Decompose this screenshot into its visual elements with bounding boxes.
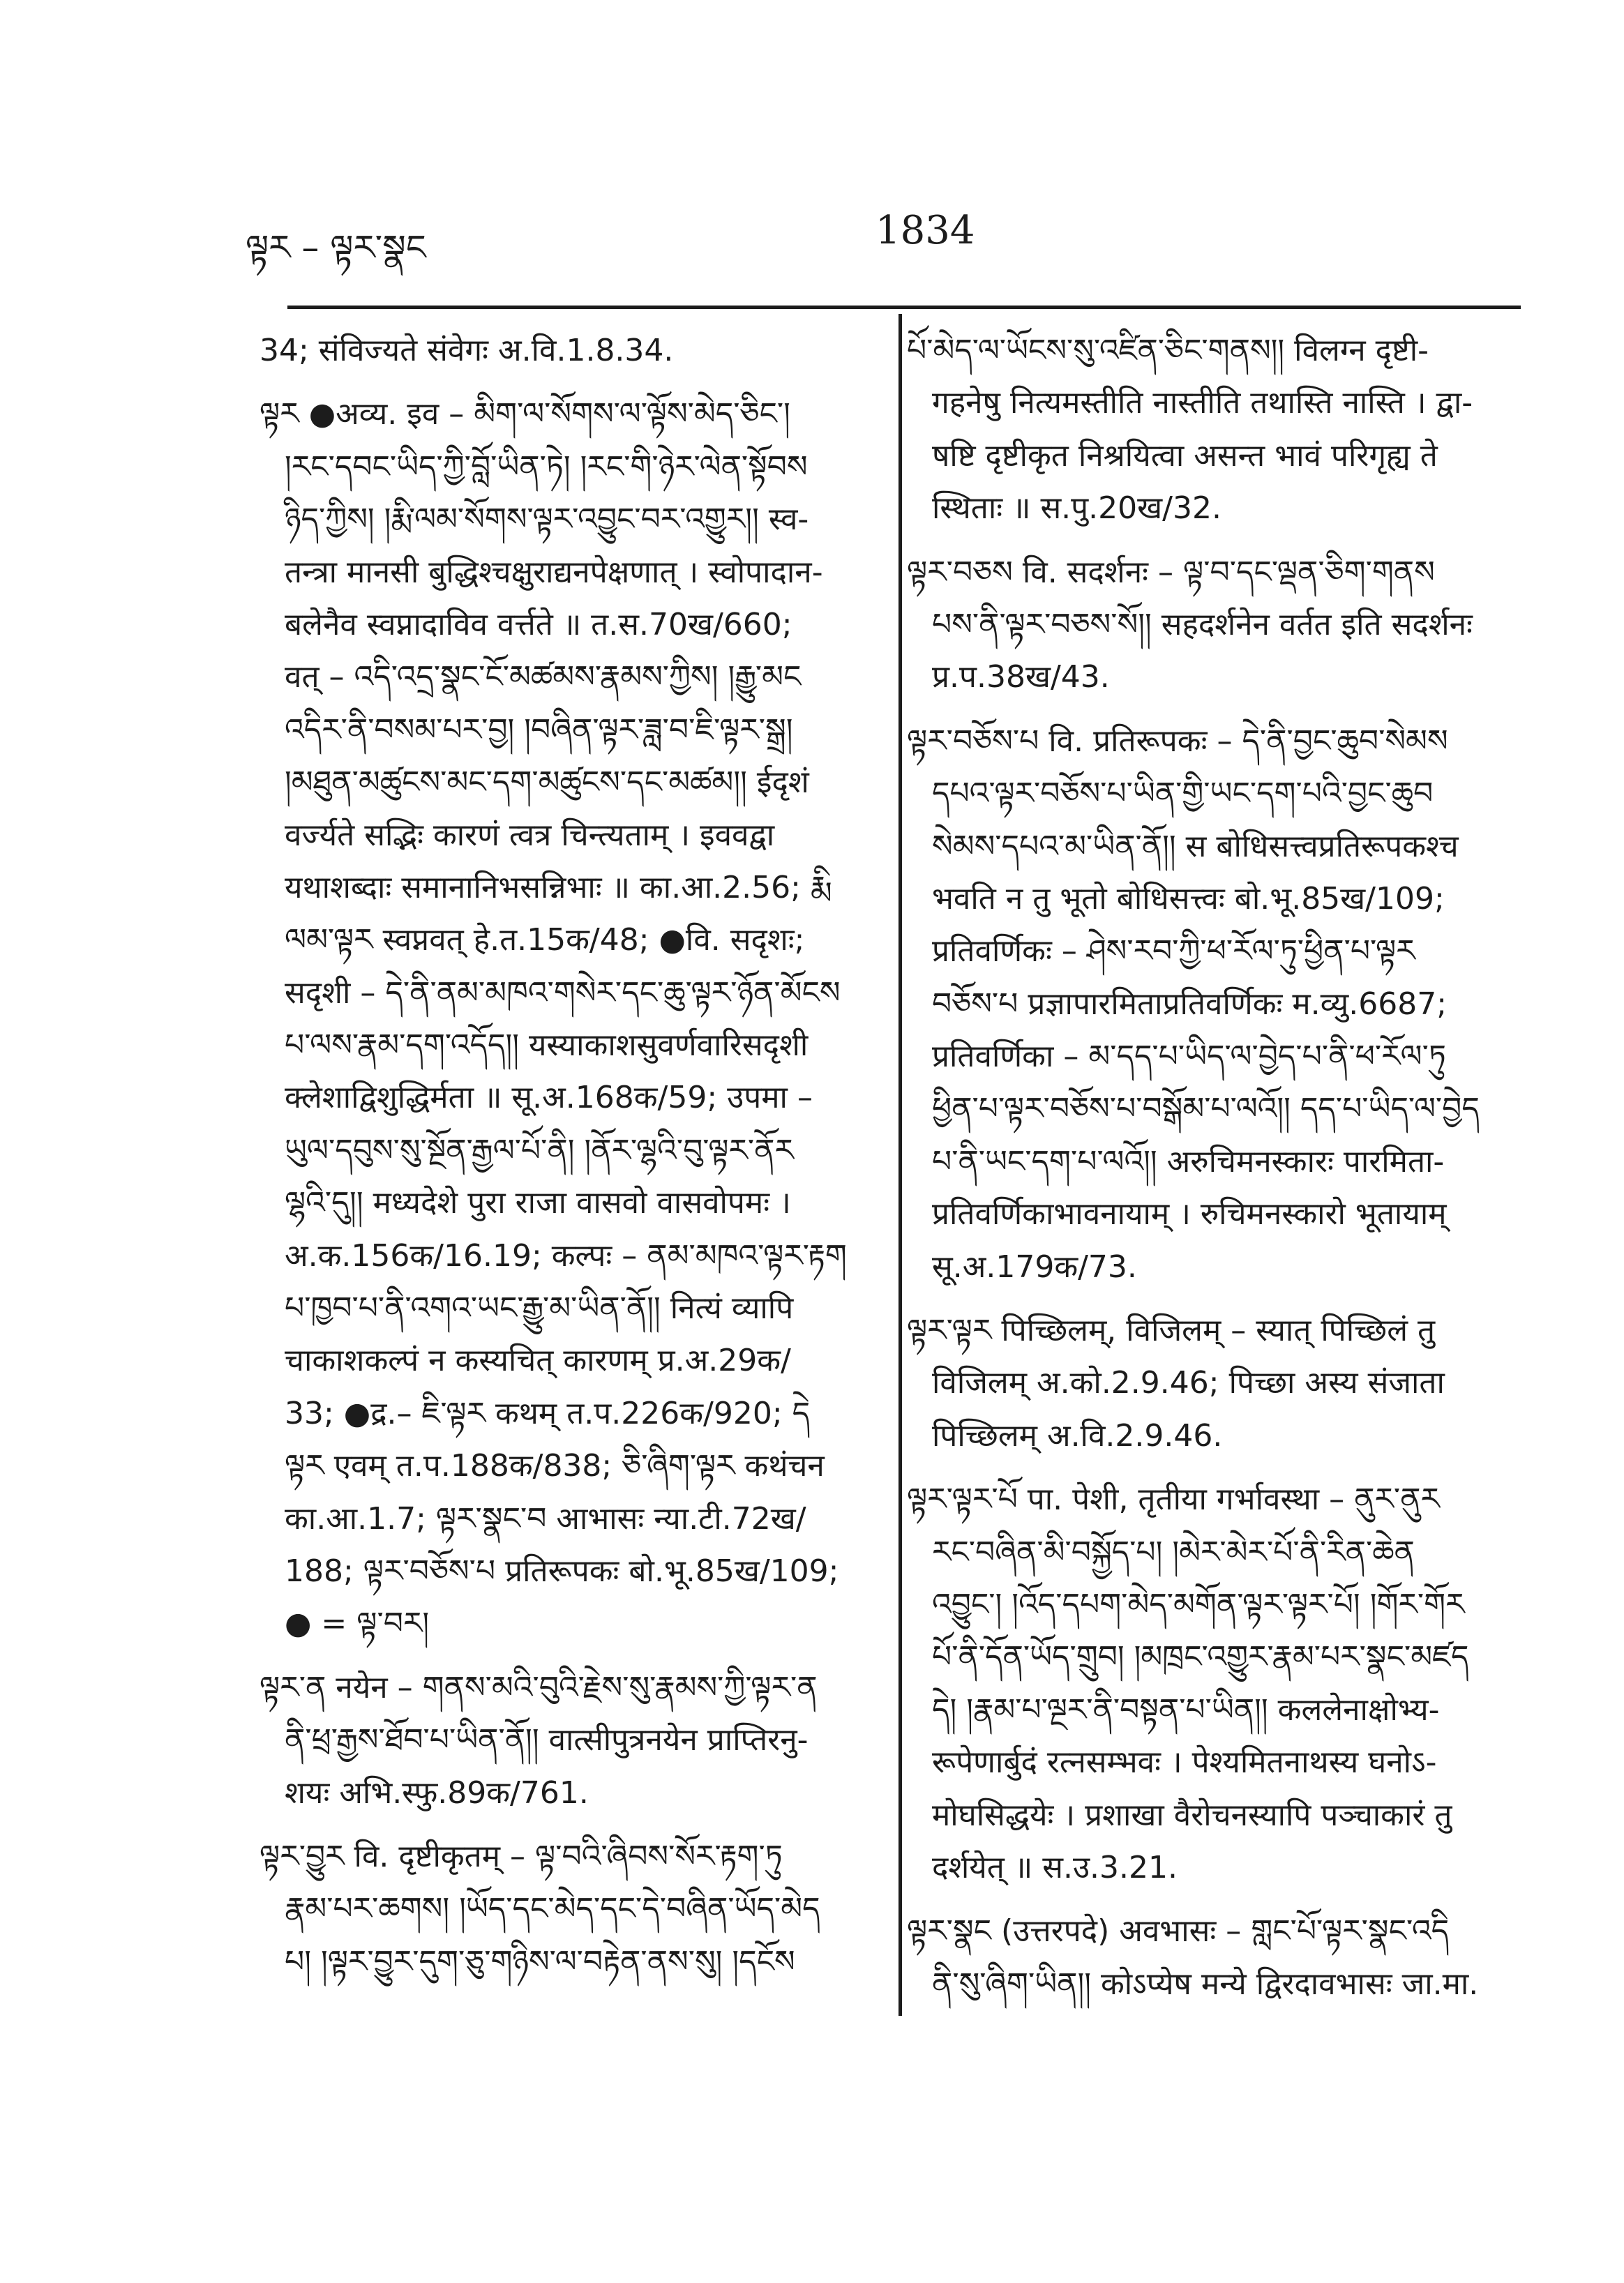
dictionary-entry <box>907 1905 1521 2010</box>
entry-line: प्रतिवर्णिकाभावनायाम् । रुचिमनस्कारो भूतायाम् <box>932 1196 1447 1233</box>
dictionary-entry <box>907 715 1521 1293</box>
entry-line: वर्ज्यते सद्भिः कारणं त्वत्र चिन्त्यताम् । इववद्वा <box>285 817 775 853</box>
entry-line: मोघसिद्धयेः । प्रशाखा वैरोचनस्यापि पञ्चाकारं तु <box>932 1797 1452 1833</box>
entry-line: बलेनैव स्वप्नादाविव वर्त्तते ॥ त.स.70ख/660; <box>285 606 792 642</box>
entry-line: वत् – འདི་འདྲ་སྣང་ངོ་མཚམས་རྣམས་ཀྱིས། །རྒྱུ་མང <box>285 659 802 695</box>
entry-line: ● = ལྟ་བར། <box>285 1606 430 1642</box>
entry-line: भवति न तु भूतो बोधिसत्त्वः बो.भू.85ख/109; <box>932 880 1445 917</box>
dictionary-entry <box>260 388 873 1650</box>
entry-line: འབྱུང་། །འོད་དཔག་མེད་མགོན་ལྟར་ལྟར་པོ། །གོར་གོར <box>932 1586 1465 1622</box>
entry-line: दर्शयेत् ॥ स.उ.3.21. <box>932 1849 1178 1885</box>
dictionary-entry <box>907 546 1521 704</box>
entry-line: ཡུལ་དབུས་སུ་སྔོན་རྒྱལ་པོ་ནི། །ནོར་ལྷའི་བུ་ལྟར་ནོར <box>285 1132 794 1168</box>
entry-line: षष्टि दृष्टीकृत निश्रयित्वा असन्त भावं परिगृह्य ते <box>932 437 1438 474</box>
entry-line: བཅོས་པ प्रज्ञापारमिताप्रतिवर्णिकः म.व्यु.6687; <box>932 986 1448 1022</box>
entry-headline: ལྟར་ལྟར་པོ पा. पेशी, तृतीया गर्भावस्था – ནུར་ནུར <box>907 1482 1440 1518</box>
entry-line: प्रतिवर्णिका – མ་དད་པ་ཡིད་ལ་བྱེད་པ་ནི་ཕ་རོལ་ཏུ <box>932 1039 1446 1075</box>
entry-line: यथाशब्दाः समानानिभसन्निभाः ॥ का.आ.2.56; རྨི <box>285 869 832 905</box>
entry-headline: ལྟར་བཅོས་པ वि. प्रतिरूपकः – དེ་ནི་བྱང་ཆུབ་སེམས <box>907 723 1448 759</box>
dictionary-entry <box>260 1830 873 1988</box>
entry-line: प्रतिवर्णिकः – ཤེས་རབ་ཀྱི་ཕ་རོལ་ཏུ་ཕྱིན་པ་ལྟར <box>932 933 1415 970</box>
entry-line: सदृशी – དེ་ནི་ནམ་མཁའ་གསེར་དང་ཆུ་ལྟར་ཉོན་མོངས <box>285 974 841 1011</box>
entry-headline: ལྟར་ན नयेन – གནས་མའི་བུའི་རྗེས་སུ་རྣམས་ཀྱི་ལྟར་ན <box>260 1669 818 1705</box>
entry-line: ལམ་ལྟར स्वप्नवत् हे.त.15क/48; ●वि. सदृशः; <box>285 922 805 958</box>
entry-headline: ལྟར་བཅས वि. सदर्शनः – ལྟ་བ་དང་ལྡན་ཅིག་གནས <box>907 554 1435 590</box>
right-column <box>907 324 1521 2010</box>
dictionary-entry <box>907 1304 1521 1462</box>
page-number: 1834 <box>875 208 975 253</box>
entry-line: ཉིད་ཀྱིས། །རྨི་ལམ་སོགས་ལྟར་འབྱུང་བར་འགྱུར།། स्व- <box>285 502 809 538</box>
entry-line: ནི་སུ་ཞིག་ཡིན།། कोऽप्येष मन्ये द्विरदावभासः जा.मा. <box>932 1966 1479 2002</box>
entry-headline: ལྟར་སྣང (उत्तरपदे) अवभासः – གླང་པོ་ལྟར་སྣང་འདི <box>907 1913 1450 1950</box>
entry-line: स्थिताः ॥ स.पु.20ख/32. <box>932 490 1221 527</box>
entry-line: 188; ལྟར་བཅོས་པ प्रतिरूपकः बो.भू.85ख/109; <box>285 1553 839 1589</box>
entry-line: རྣམ་པར་ཆགས། །ཡོད་དང་མེད་དང་དེ་བཞིན་ཡོད་མེད <box>285 1891 820 1927</box>
entry-line: པ་ནི་ཡང་དག་པ་ལའོ།། अरुचिमनस्कारः पारमिता- <box>932 1143 1445 1180</box>
entry-line: सू.अ.179क/73. <box>932 1249 1137 1285</box>
entry-line: क्लेशाद्विशुद्धिर्मता ॥ सू.अ.168क/59; उपमा – <box>285 1080 813 1116</box>
entry-line: ལྷའི་དུ།། मध्यदेशे पुरा राजा वासवो वासवोपमः । <box>285 1185 791 1221</box>
running-head: ལྟར – ལྟར་སྣང <box>246 227 426 268</box>
entry-line: अ.क.156क/16.19; कल्पः – ནམ་མཁའ་ལྟར་རྟག <box>285 1237 847 1274</box>
left-column <box>260 324 873 1988</box>
entry-line: विजिलम् अ.को.2.9.46; पिच्छा अस्य संजाता <box>932 1365 1445 1401</box>
entry-headline: 34; संविज्यते संवेगः अ.वि.1.8.34. <box>260 333 674 368</box>
entry-line: पिच्छिलम् अ.वि.2.9.46. <box>932 1417 1223 1454</box>
entry-line: དེ། །རྣམ་པ་ལྔར་ནི་བསྟན་པ་ཡིན།། कललेनाक्षोभ्य- <box>932 1691 1440 1728</box>
entry-headline: ལྟར ●अव्य. इव – མིག་ལ་སོགས་ལ་ལྟོས་མེད་ཅིང་། <box>260 396 790 432</box>
entry-headline: ལྟར་བྱུར वि. दृष्टीकृतम् – ལྟ་བའི་ཞིབས་སོར་རྟག་ཏུ <box>260 1838 783 1874</box>
dictionary-entry <box>260 1662 873 1819</box>
entry-headline: ལྟར་ལྟར पिच्छिलम्, विजिलम् – स्यात् पिच्छिलं तु <box>907 1313 1436 1349</box>
entry-line: प्र.प.38ख/43. <box>932 659 1110 695</box>
entry-line: 33; ●द्र.– ཇི་ལྟར कथम् त.प.226क/920; དེ <box>285 1395 811 1431</box>
entry-line: तन्त्रा मानसी बुद्धिश्चक्षुराद्यनपेक्षणात् । स्वोपादान- <box>285 554 823 590</box>
entry-line: པ་ཁྱབ་པ་ནི་འགའ་ཡང་རྒྱུ་མ་ཡིན་ནོ།། नित्यं व्यापि <box>285 1290 794 1327</box>
entry-line: ནི་ཕྲ་རྒྱས་ཐོབ་པ་ཡིན་ནོ།། वात्सीपुत्रनयेन प्राप्तिरनु- <box>285 1722 809 1758</box>
entry-line: ལྟར एवम् त.प.188क/838; ཅི་ཞིག་ལྟར कथंचन <box>285 1448 825 1484</box>
entry-line: འདིར་ནི་བསམ་པར་བྱ། །བཞིན་ལྟར་ཟླ་བ་ཇི་ལྟར་སྒྲ། <box>285 711 793 748</box>
entry-line: शयः अभि.स्फु.89क/761. <box>285 1775 589 1811</box>
entry-line: का.आ.1.7; ལྟར་སྣང་བ आभासः न्या.टी.72ख/ <box>285 1500 806 1537</box>
entry-line: चाकाशकल्पं न कस्यचित् कारणम् प्र.अ.29क/ <box>285 1343 791 1379</box>
entry-line: རང་བཞིན་མི་བསྐྱོད་པ། །མེར་མེར་པོ་ནི་རིན་ཆེན <box>932 1534 1415 1570</box>
dictionary-entry <box>907 324 1521 535</box>
entry-line: སེམས་དཔའ་མ་ཡིན་ནོ།། स बोधिसत्त्वप्रतिरूपकश्च <box>932 828 1459 864</box>
entry-line: པོ་ནི་དོན་ཡོད་གྲུབ། །མཁྲང་འགྱུར་རྣམ་པར་སྣང་མཛད <box>932 1639 1469 1675</box>
header-rule <box>287 306 1521 309</box>
entry-line: པ་ལས་རྣམ་དག་འདོད།། यस्याकाशसुवर्णवारिसदृशी <box>285 1027 809 1064</box>
entry-headline: པོ་མེད་ལ་ཡོངས་སུ་འཛིན་ཅིང་གནས།། विलग्न दृष्टी- <box>907 333 1429 368</box>
entry-line: ཕྱིན་པ་ལྟར་བཅོས་པ་བསྒོམ་པ་ལའོ།། དད་པ་ཡིད་ལ་བྱེད <box>932 1091 1480 1127</box>
entry-line: रूपेणार्बुदं रत्नसम्भवः । पेश्यमितनाथस्य घनोऽ- <box>932 1745 1437 1781</box>
entry-line: པ། །ལྟར་བྱུར་དུག་ཅུ་གཉིས་ལ་བརྟེན་ནས་སུ། །དངོས <box>285 1943 795 1980</box>
column-divider <box>899 314 902 2016</box>
dictionary-entry <box>907 1473 1521 1894</box>
entry-line: དཔའ་ལྟར་བཅོས་པ་ཡིན་གྱི་ཡང་དག་པའི་བྱང་ཆུབ <box>932 776 1434 812</box>
entry-line: །རང་དབང་ཡིད་ཀྱི་བློ་ཡིན་ཏེ། །རང་གི་ཉེར་ལེན་སྟོབས <box>285 449 808 485</box>
entry-line: །མཐུན་མཚུངས་མང་དག་མཚུངས་དང་མཚམ།། ईदृशं <box>285 764 809 801</box>
entry-line: गहनेषु नित्यमस्तीति नास्तीति तथास्ति नास्ति । द्वा- <box>932 385 1473 421</box>
entry-line: པས་ནི་ལྟར་བཅས་སོ།། सहदर्शनेन वर्तत इति सदर्शनः <box>932 606 1473 642</box>
dictionary-entry <box>260 324 873 377</box>
